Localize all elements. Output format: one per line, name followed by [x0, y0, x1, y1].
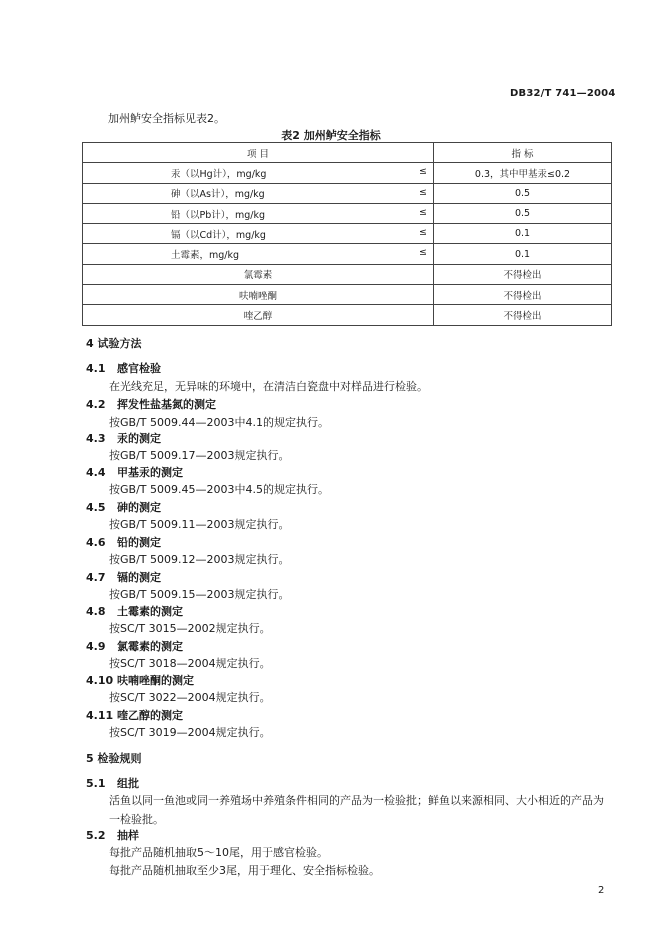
subsection-title: 4.2 挥发性盐基氮的测定 — [86, 398, 216, 411]
subsection-title: 4.9 氯霉素的测定 — [86, 640, 183, 653]
page-number: 2 — [598, 885, 605, 896]
row-value: 0.1 — [434, 224, 612, 244]
subsection-title: 4.8 土霉素的测定 — [86, 605, 183, 618]
subsection-title: 4.1 感官检验 — [86, 362, 161, 375]
leq-symbol: ≤ — [419, 227, 427, 239]
intro-text: 加州鲈安全指标见表2。 — [108, 112, 225, 125]
table-row — [83, 305, 612, 325]
subsection-text: 按GB/T 5009.44—2003中4.1的规定执行。 — [109, 416, 329, 429]
leq-symbol: ≤ — [419, 247, 427, 259]
table-row — [83, 203, 612, 223]
standard-code: DB32/T 741—2004 — [510, 88, 616, 99]
row-item: 土霉素，mg/kg ≤ — [83, 244, 434, 264]
leq-symbol: ≤ — [419, 166, 427, 178]
section-4-title: 4 试验方法 — [86, 337, 142, 350]
safety-index-table — [82, 142, 612, 326]
row-value: 不得检出 — [434, 285, 612, 305]
header-spec: 指 标 — [434, 143, 612, 163]
table-caption: 表2 加州鲈安全指标 — [281, 129, 381, 142]
subsection-text: 按GB/T 5009.45—2003中4.5的规定执行。 — [109, 483, 329, 496]
subsection-text: 按SC/T 3022—2004规定执行。 — [109, 691, 271, 704]
subsection-text: 在光线充足，无异味的环境中，在清洁白瓷盘中对样品进行检验。 — [109, 380, 428, 393]
leq-symbol: ≤ — [419, 186, 427, 198]
row-value: 0.1 — [434, 244, 612, 264]
section-5-title: 5 检验规则 — [86, 752, 142, 765]
table-row — [83, 163, 612, 183]
row-value: 0.3，其中甲基汞≤0.2 — [434, 163, 612, 183]
subsection-text: 按GB/T 5009.12—2003规定执行。 — [109, 553, 290, 566]
leq-symbol: ≤ — [419, 206, 427, 218]
table-row — [83, 285, 612, 305]
row-item: 汞（以Hg计），mg/kg ≤ — [83, 163, 434, 183]
table-row — [83, 183, 612, 203]
row-item: 呋喃唑酮 — [83, 285, 434, 305]
table-row — [83, 224, 612, 244]
row-value: 不得检出 — [434, 264, 612, 284]
subsection-text: 按GB/T 5009.15—2003规定执行。 — [109, 588, 290, 601]
row-value: 0.5 — [434, 203, 612, 223]
subsection-title: 4.4 甲基汞的测定 — [86, 466, 183, 479]
subsection-title: 4.11 喹乙醇的测定 — [86, 709, 183, 722]
table-row — [83, 244, 612, 264]
row-item: 镉（以Cd计），mg/kg ≤ — [83, 224, 434, 244]
subsection-title: 5.1 组批 — [86, 777, 139, 790]
table-header-row — [83, 143, 612, 163]
row-item: 喹乙醇 — [83, 305, 434, 325]
row-value: 0.5 — [434, 183, 612, 203]
subsection-title: 4.10 呋喃唑酮的测定 — [86, 674, 194, 687]
subsection-text: 每批产品随机抽取5～10尾，用于感官检验。 — [109, 846, 328, 859]
subsection-text: 每批产品随机抽取至少3尾，用于理化、安全指标检验。 — [109, 864, 380, 877]
table-row — [83, 264, 612, 284]
subsection-text: 活鱼以同一鱼池或同一养殖场中养殖条件相同的产品为一检验批；鲜鱼以来源相同、大小相近的产品为一检验批。 — [109, 794, 604, 826]
row-item: 氯霉素 — [83, 264, 434, 284]
subsection-title: 5.2 抽样 — [86, 829, 139, 842]
subsection-title: 4.3 汞的测定 — [86, 432, 161, 445]
subsection-text: 按GB/T 5009.17—2003规定执行。 — [109, 449, 290, 462]
row-value: 不得检出 — [434, 305, 612, 325]
subsection-text: 按SC/T 3015—2002规定执行。 — [109, 622, 271, 635]
row-item: 铅（以Pb计），mg/kg ≤ — [83, 203, 434, 223]
subsection-title: 4.6 铅的测定 — [86, 536, 161, 549]
header-item: 项 目 — [83, 143, 434, 163]
subsection-title: 4.5 砷的测定 — [86, 501, 161, 514]
subsection-title: 4.7 镉的测定 — [86, 571, 161, 584]
subsection-text: 按SC/T 3018—2004规定执行。 — [109, 657, 271, 670]
subsection-text: 按SC/T 3019—2004规定执行。 — [109, 726, 271, 739]
subsection-text: 按GB/T 5009.11—2003规定执行。 — [109, 518, 290, 531]
row-item: 砷（以As计），mg/kg ≤ — [83, 183, 434, 203]
